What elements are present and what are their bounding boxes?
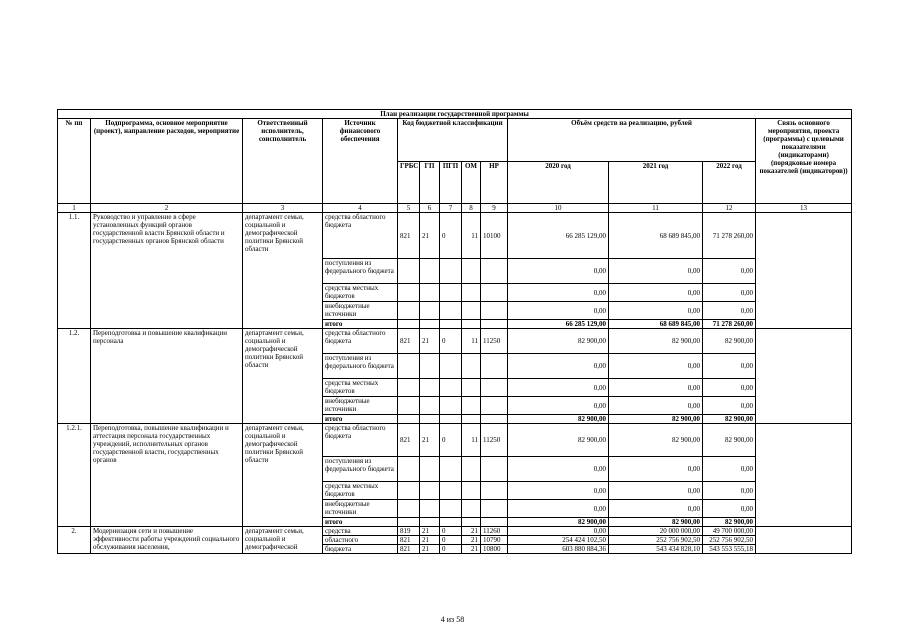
value-2022: 252 756 902,50 (703, 536, 756, 545)
header-executor: Ответственный исполнитель, соисполнитель (243, 119, 323, 204)
total-2022: 71 278 260,00 (703, 320, 756, 329)
total-2020: 66 285 129,00 (508, 320, 609, 329)
value-2020: 0,00 (508, 482, 609, 500)
table-row (58, 213, 852, 259)
total-2020: 82 900,00 (508, 518, 609, 527)
col-num: 13 (756, 204, 852, 213)
source-total: итого (323, 518, 398, 527)
np-cell: 10100 (481, 213, 508, 259)
gp-cell: 21 (420, 545, 440, 554)
value-2022: 0,00 (703, 284, 756, 302)
pgp-cell: 0 (440, 527, 462, 536)
value-2022: 0,00 (703, 259, 756, 284)
om-cell: 21 (462, 536, 481, 545)
pgp-cell: 0 (440, 424, 462, 457)
row-executor: департамент семьи, социальной и демографической политики Брянской области (243, 213, 323, 329)
source-local: средства местных бюджетов (323, 284, 398, 302)
source-federal: поступления из федерального бюджета (323, 259, 398, 284)
grbs-cell: 821 (398, 545, 420, 554)
source-line: бюджета (323, 545, 398, 554)
row-executor: департамент семьи, социальной и демографической политики Брянской области (243, 329, 323, 424)
gp-cell: 21 (420, 329, 440, 354)
source-local: средства местных бюджетов (323, 379, 398, 397)
np-cell: 11260 (481, 527, 508, 536)
value-2021: 0,00 (609, 482, 703, 500)
value-2021: 0,00 (609, 379, 703, 397)
value-2021: 82 900,00 (609, 329, 703, 354)
value-2020: 0,00 (508, 379, 609, 397)
value-2020: 603 880 884,36 (508, 545, 609, 554)
np-cell: 10800 (481, 545, 508, 554)
value-2020: 254 424 102,50 (508, 536, 609, 545)
value-2021: 543 434 828,10 (609, 545, 703, 554)
value-2022: 71 278 260,00 (703, 213, 756, 259)
header-np: НР (481, 161, 508, 204)
header-link: Связь основного мероприятия, проекта (программы) с целевыми показателями (индикаторами) (порядковые номера показателей (индикаторов)) (756, 119, 852, 204)
row-num: 2. (58, 527, 91, 554)
value-2020: 0,00 (508, 527, 609, 536)
row-executor: департамент семьи, социальной и демографической (243, 527, 323, 554)
header-budget-code: Код бюджетной классификации (398, 119, 508, 162)
header-pgp: ПГП (440, 161, 462, 204)
col-num: 9 (481, 204, 508, 213)
header-gp: ГП (420, 161, 440, 204)
header-grbs: ГРБС (398, 161, 420, 204)
value-2020: 82 900,00 (508, 424, 609, 457)
link-cell (756, 527, 852, 554)
source-regional: средства областного бюджета (323, 329, 398, 354)
source-total: итого (323, 415, 398, 424)
om-cell: 21 (462, 545, 481, 554)
header-volume: Объём средств на реализацию, рублей (508, 119, 756, 162)
value-2021: 0,00 (609, 500, 703, 518)
value-2022: 0,00 (703, 397, 756, 415)
col-num: 12 (703, 204, 756, 213)
value-2021: 0,00 (609, 259, 703, 284)
value-2021: 0,00 (609, 302, 703, 320)
header-program: Подпрограмма, основное мероприятие (проект), направление расходов, мероприятие (91, 119, 243, 204)
source-local: средства местных бюджетов (323, 482, 398, 500)
table-title: План реализации государственной программы (58, 110, 852, 119)
table-row (58, 329, 852, 354)
row-num: 1.2.1. (58, 424, 91, 527)
value-2020: 0,00 (508, 259, 609, 284)
value-2022: 49 700 000,00 (703, 527, 756, 536)
total-2021: 82 900,00 (609, 415, 703, 424)
total-2021: 82 900,00 (609, 518, 703, 527)
row-name: Модернизация сети и повышение эффективности работы учреждений социального обслуживания населения, (91, 527, 243, 554)
pgp-cell: 0 (440, 329, 462, 354)
col-num: 7 (440, 204, 462, 213)
row-num: 1.2. (58, 329, 91, 424)
source-extra: внебюджетные источники (323, 302, 398, 320)
om-cell: 11 (462, 329, 481, 354)
link-cell (756, 424, 852, 527)
row-executor: департамент семьи, социальной и демографической политики Брянской области (243, 424, 323, 527)
grbs-cell: 821 (398, 213, 420, 259)
total-2021: 68 689 845,00 (609, 320, 703, 329)
value-2022: 543 553 555,18 (703, 545, 756, 554)
gp-cell: 21 (420, 213, 440, 259)
source-extra: внебюджетные источники (323, 500, 398, 518)
value-2022: 0,00 (703, 379, 756, 397)
source-line: областного (323, 536, 398, 545)
np-cell: 10790 (481, 536, 508, 545)
value-2020: 0,00 (508, 500, 609, 518)
value-2020: 0,00 (508, 302, 609, 320)
page-number: 4 из 58 (440, 615, 465, 624)
header-2020: 2020 год (508, 161, 609, 204)
om-cell: 21 (462, 527, 481, 536)
total-2022: 82 900,00 (703, 415, 756, 424)
source-total: итого (323, 320, 398, 329)
col-num: 6 (420, 204, 440, 213)
value-2020: 0,00 (508, 354, 609, 379)
total-2022: 82 900,00 (703, 518, 756, 527)
col-num: 11 (609, 204, 703, 213)
value-2022: 82 900,00 (703, 329, 756, 354)
value-2020: 82 900,00 (508, 329, 609, 354)
source-regional: средства областного бюджета (323, 424, 398, 457)
col-num: 2 (91, 204, 243, 213)
program-plan-table (57, 109, 852, 554)
value-2022: 0,00 (703, 500, 756, 518)
source-regional: средства областного бюджета (323, 213, 398, 259)
row-num: 1.1. (58, 213, 91, 329)
source-line: средства (323, 527, 398, 536)
grbs-cell: 821 (398, 536, 420, 545)
value-2022: 0,00 (703, 302, 756, 320)
value-2021: 0,00 (609, 397, 703, 415)
om-cell: 11 (462, 424, 481, 457)
gp-cell: 21 (420, 424, 440, 457)
source-federal: поступления из федерального бюджета (323, 354, 398, 379)
value-2020: 0,00 (508, 397, 609, 415)
total-2020: 82 900,00 (508, 415, 609, 424)
row-name: Переподготовка, повышение квалификации и аттестация персонала государственных учреждений, исполнительных органов государственной власти, государственных органов (91, 424, 243, 527)
link-cell (756, 213, 852, 329)
header-2022: 2022 год (703, 161, 756, 204)
om-cell: 11 (462, 213, 481, 259)
value-2021: 252 756 902,50 (609, 536, 703, 545)
row-name: Переподготовка и повышение квалификации персонала (91, 329, 243, 424)
header-source: Источник финансового обеспечения (323, 119, 398, 204)
value-2022: 0,00 (703, 482, 756, 500)
col-num: 3 (243, 204, 323, 213)
gp-cell: 21 (420, 536, 440, 545)
np-cell: 11250 (481, 424, 508, 457)
value-2021: 0,00 (609, 354, 703, 379)
col-num: 10 (508, 204, 609, 213)
row-name: Руководство и управление в сфере установленных функций органов государственной власти Брянской области и государственных органов Брянской области (91, 213, 243, 329)
value-2021: 0,00 (609, 284, 703, 302)
pgp-cell: 0 (440, 545, 462, 554)
pgp-cell: 0 (440, 213, 462, 259)
value-2020: 0,00 (508, 284, 609, 302)
value-2020: 66 285 129,00 (508, 213, 609, 259)
table-row (58, 424, 852, 457)
value-2020: 0,00 (508, 457, 609, 482)
value-2022: 0,00 (703, 457, 756, 482)
np-cell: 11250 (481, 329, 508, 354)
header-om: ОМ (462, 161, 481, 204)
col-num: 5 (398, 204, 420, 213)
table-row (58, 527, 852, 536)
grbs-cell: 821 (398, 424, 420, 457)
link-cell (756, 329, 852, 424)
col-num: 4 (323, 204, 398, 213)
header-2021: 2021 год (609, 161, 703, 204)
pgp-cell: 0 (440, 536, 462, 545)
value-2022: 0,00 (703, 354, 756, 379)
value-2021: 82 900,00 (609, 424, 703, 457)
value-2021: 0,00 (609, 457, 703, 482)
grbs-cell: 819 (398, 527, 420, 536)
col-num: 8 (462, 204, 481, 213)
gp-cell: 21 (420, 527, 440, 536)
source-extra: внебюджетные источники (323, 397, 398, 415)
col-num: 1 (58, 204, 91, 213)
value-2021: 20 000 000,00 (609, 527, 703, 536)
column-number-row (58, 204, 852, 213)
value-2021: 68 689 845,00 (609, 213, 703, 259)
header-num: № пп (58, 119, 91, 204)
value-2022: 82 900,00 (703, 424, 756, 457)
source-federal: поступления из федерального бюджета (323, 457, 398, 482)
grbs-cell: 821 (398, 329, 420, 354)
